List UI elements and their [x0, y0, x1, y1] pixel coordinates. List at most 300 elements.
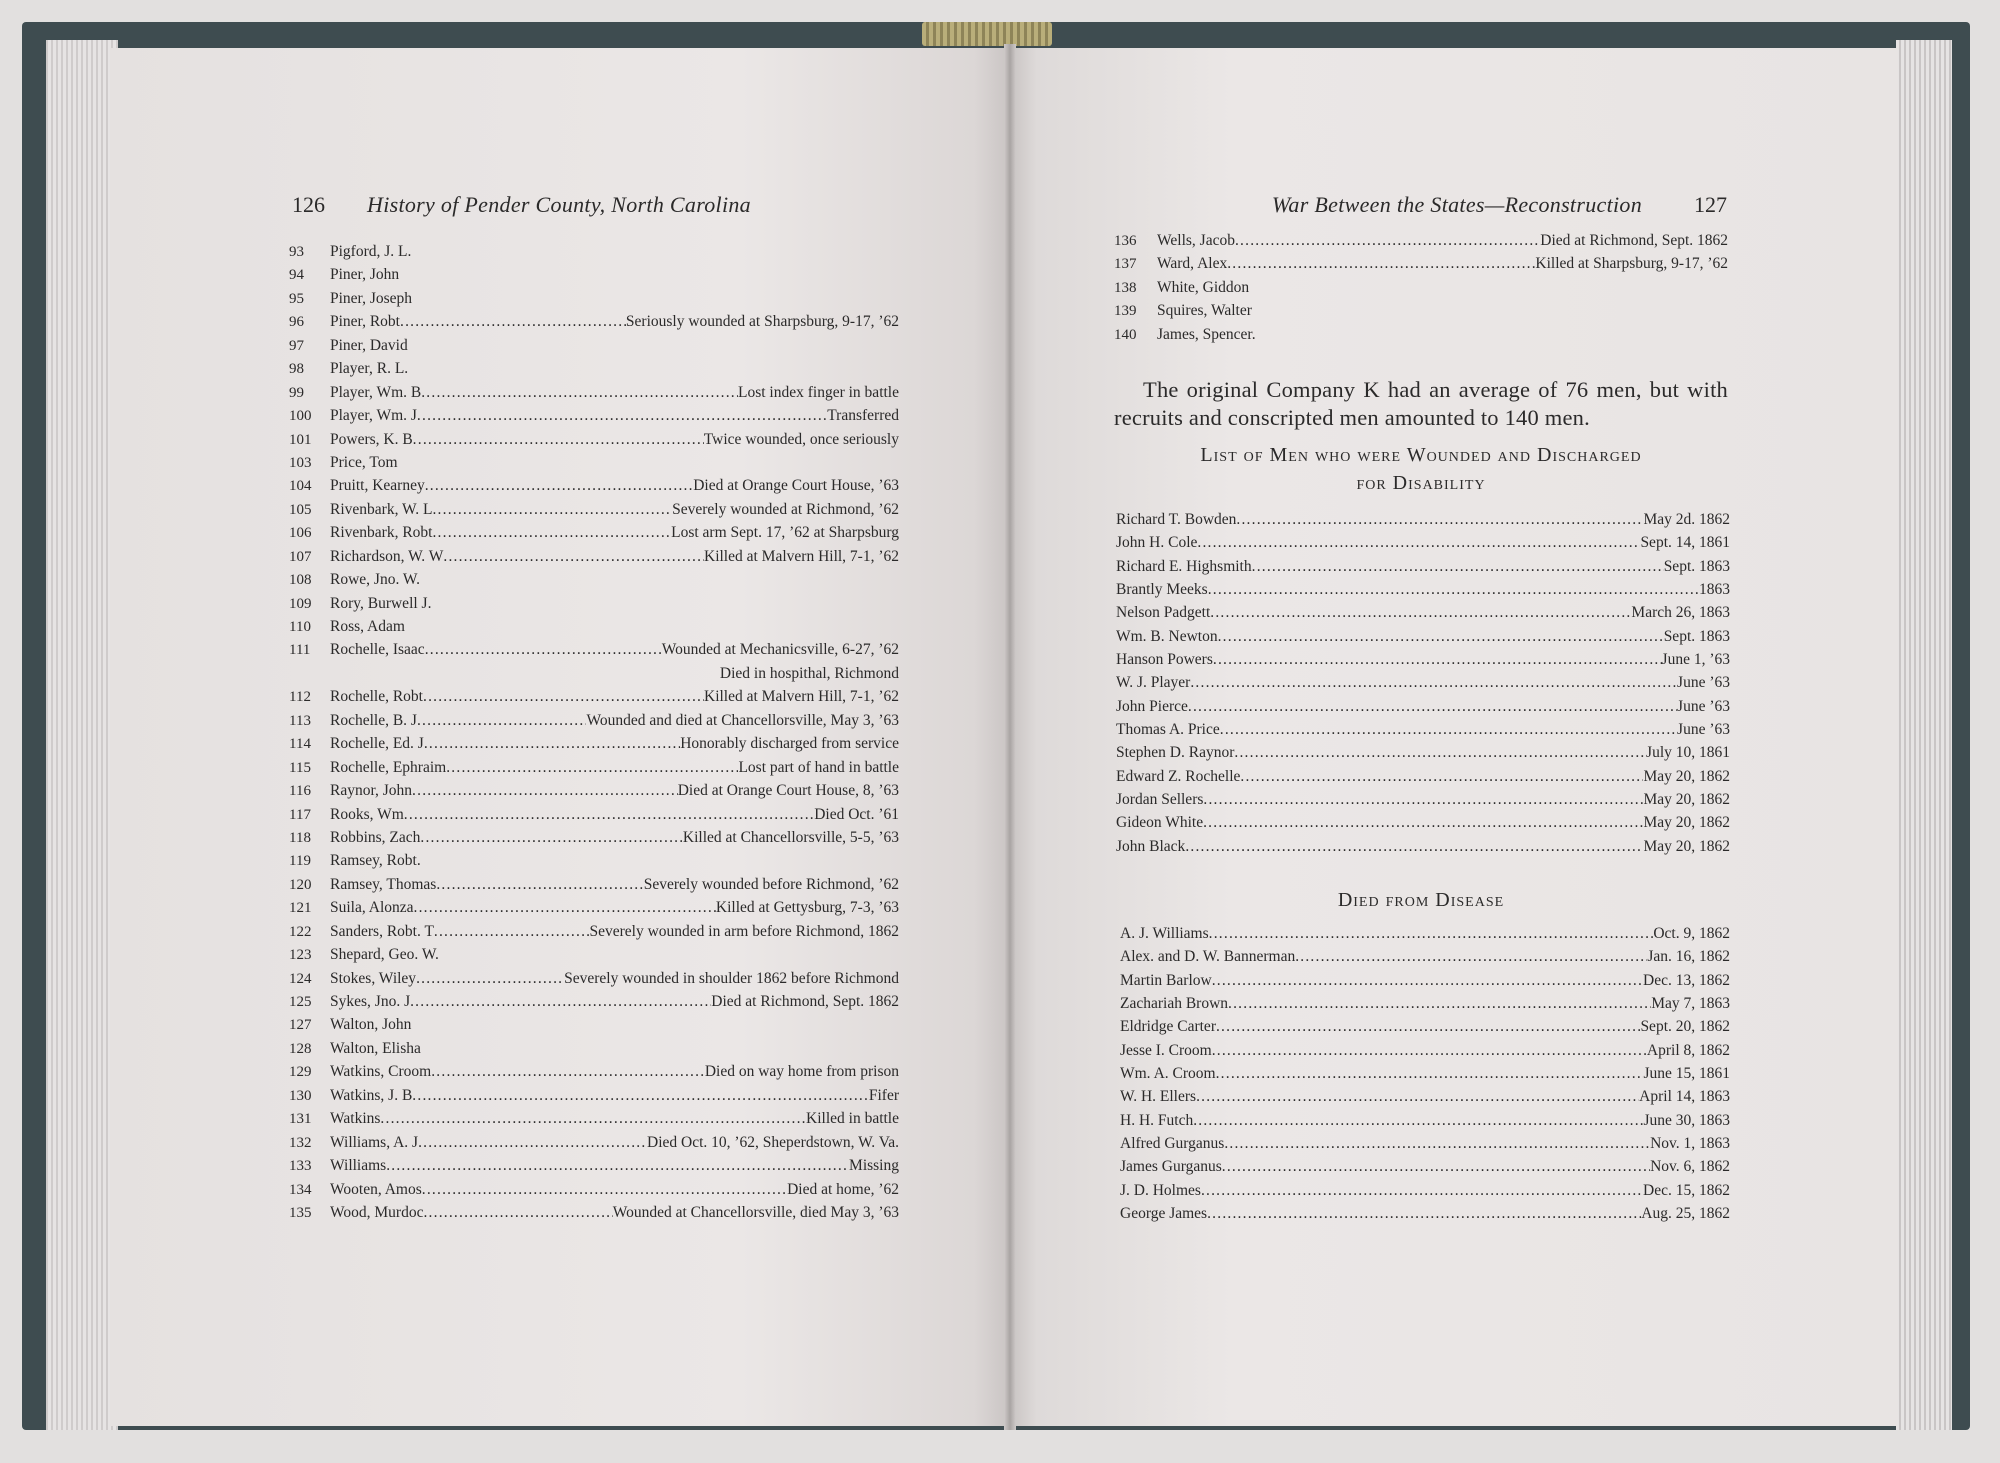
soldier-name: Squires, Walter: [1157, 302, 1252, 320]
book-gutter: [1004, 44, 1016, 1430]
entry-number: 108: [289, 572, 312, 589]
dot-leader: [1252, 555, 1664, 578]
dot-leader: [1210, 601, 1631, 624]
entry-number: 98: [289, 361, 304, 378]
list-item: [1120, 992, 1730, 1015]
entry-number: 122: [289, 923, 312, 940]
list-item: [289, 685, 899, 708]
entry-number: 93: [289, 244, 304, 260]
dot-leader: [418, 1131, 647, 1154]
date: March 26, 1863: [1631, 604, 1730, 622]
list-item: [289, 1060, 899, 1083]
soldier-name: Richard E. Highsmith: [1116, 557, 1252, 575]
service-note: Wounded and died at Chancellorsville, May 3, ’63: [586, 711, 899, 729]
entry-number: 132: [289, 1134, 312, 1151]
service-note: Died at home, ’62: [787, 1180, 899, 1198]
dot-leader: [1188, 695, 1677, 718]
soldier-name: Price, Tom: [330, 453, 398, 471]
list-item: [289, 381, 899, 404]
list-item: [1116, 601, 1730, 624]
dot-leader: [404, 803, 814, 826]
entry-number: 119: [289, 853, 311, 870]
soldier-name: Rooks, Wm: [330, 805, 404, 823]
service-note: Missing: [849, 1157, 899, 1175]
soldier-name: Wm. A. Croom: [1120, 1065, 1216, 1083]
entry-number: 125: [289, 994, 312, 1010]
list-item: [289, 521, 899, 544]
soldier-name: White, Giddon: [1157, 278, 1250, 296]
entry-number: 120: [289, 876, 312, 893]
list-item: [1120, 1062, 1730, 1085]
list-item: [1120, 922, 1730, 945]
soldier-name: Thomas A. Price: [1116, 721, 1220, 739]
list-item: [289, 779, 899, 802]
dot-leader: [1218, 625, 1664, 648]
disease-section-heading: Died from Disease: [1337, 889, 1505, 911]
date: July 10, 1861: [1646, 744, 1730, 762]
date: June 15, 1861: [1643, 1065, 1730, 1083]
list-item: [289, 451, 899, 474]
running-title: History of Pender County, North Carolina: [367, 192, 751, 217]
list-item: [289, 310, 899, 333]
dot-leader: [410, 990, 711, 1013]
soldier-name: John Pierce: [1116, 697, 1188, 715]
service-note: Lost part of hand in battle: [738, 758, 899, 776]
soldier-name: Wood, Murdoc: [330, 1203, 424, 1221]
list-item: [1116, 835, 1730, 858]
list-item: [1114, 276, 1728, 299]
dot-leader: [434, 920, 590, 943]
list-item: [289, 967, 899, 990]
service-note: Lost arm Sept. 17, ’62 at Sharpsburg: [671, 524, 899, 542]
dot-leader: [416, 967, 564, 990]
left-running-head: [292, 190, 902, 220]
entry-number: 112: [289, 689, 311, 706]
right-page-edges: [1896, 40, 1952, 1430]
entry-number: 97: [289, 337, 304, 354]
date: June ’63: [1677, 721, 1730, 739]
list-item: [289, 1037, 899, 1060]
dot-leader: [1228, 992, 1651, 1015]
soldier-name: Watkins, Croom: [330, 1063, 432, 1081]
dot-leader: [1216, 1062, 1644, 1085]
dot-leader: [1216, 1015, 1640, 1038]
heading-line: for Disability: [1356, 472, 1486, 494]
service-note: Died Oct. ’61: [814, 805, 899, 823]
entry-number: 99: [289, 384, 304, 401]
date: May 20, 1862: [1643, 791, 1730, 809]
dot-leader: [1208, 578, 1699, 601]
soldier-name: Watkins, J. B: [330, 1086, 413, 1104]
dot-leader: [425, 474, 694, 497]
list-item: [1116, 578, 1730, 601]
date: May 7, 1863: [1651, 995, 1730, 1013]
entry-number: 140: [1114, 326, 1137, 343]
soldier-name: Player, Wm. J: [330, 407, 417, 425]
service-note: Wounded at Chancellorsville, died May 3, ’63: [612, 1203, 899, 1221]
date: Dec. 13, 1862: [1643, 971, 1730, 989]
service-note: Died in hospithal, Richmond: [719, 664, 899, 682]
soldier-name: Eldridge Carter: [1120, 1018, 1216, 1036]
soldier-name: Robbins, Zach: [330, 828, 421, 846]
date: April 8, 1862: [1646, 1041, 1730, 1059]
soldier-name: Williams: [330, 1157, 387, 1175]
soldier-name: James, Spencer.: [1157, 325, 1256, 343]
list-item: [289, 873, 899, 896]
list-item: [289, 287, 899, 310]
soldier-name: Sykes, Jno. J: [330, 993, 411, 1010]
dot-leader: [1222, 1155, 1650, 1178]
soldier-name: James Gurganus: [1120, 1158, 1222, 1176]
date: May 20, 1862: [1643, 814, 1730, 832]
dot-leader: [386, 1154, 849, 1177]
list-item: [289, 263, 899, 286]
list-item: [289, 498, 899, 521]
date: June 1, ’63: [1661, 651, 1730, 669]
list-item: [289, 826, 899, 849]
list-item: [289, 1084, 899, 1107]
list-item: [289, 849, 899, 872]
list-item: [1114, 252, 1728, 275]
company-summary-paragraph: The original Company K had an average of 76 men, but with recruits and conscripted men amounted to 140 men.: [1114, 376, 1728, 430]
date: Sept. 1863: [1663, 627, 1730, 645]
heading-line: List of Men who were Wounded and Discharged: [1200, 444, 1642, 466]
dot-leader: [432, 521, 671, 544]
page-number: 126: [292, 192, 325, 217]
entry-number: 124: [289, 970, 312, 987]
soldier-name: Walton, John: [330, 1016, 412, 1034]
date: June ’63: [1677, 697, 1730, 715]
date: Oct. 9, 1862: [1653, 925, 1730, 942]
soldier-name: Rowe, Jno. W.: [330, 571, 420, 589]
service-note: Severely wounded in arm before Richmond, 1862: [589, 922, 899, 940]
service-note: Honorably discharged from service: [680, 735, 899, 753]
entry-number: 136: [1114, 233, 1137, 249]
date: May 20, 1862: [1643, 767, 1730, 785]
entry-number: 104: [289, 478, 312, 495]
service-note: Died at Richmond, Sept. 1862: [1540, 232, 1728, 249]
soldier-name: Brantly Meeks: [1116, 581, 1208, 599]
service-note: Severely wounded in shoulder 1862 before Richmond: [564, 969, 899, 987]
dot-leader: [431, 1060, 705, 1083]
left-page-edges: [46, 40, 118, 1430]
service-note: Died at Richmond, Sept. 1862: [711, 993, 899, 1010]
soldier-name: Rivenbark, Robt: [330, 524, 433, 542]
list-item: [289, 732, 899, 755]
soldier-name: Stokes, Wiley: [330, 969, 417, 987]
soldier-name: Williams, A. J: [330, 1133, 419, 1151]
soldier-name: Ross, Adam: [330, 618, 405, 635]
list-item: [289, 920, 899, 943]
dot-leader: [1212, 1039, 1647, 1062]
soldier-name: Rochelle, Isaac: [330, 641, 425, 659]
entry-number: 100: [289, 408, 312, 425]
entry-number: 107: [289, 548, 312, 565]
entry-number: 94: [289, 267, 304, 284]
list-item: [289, 756, 899, 779]
dot-leader: [421, 381, 738, 404]
service-note: Died at Orange Court House, 8, ’63: [677, 782, 899, 800]
entry-number: 128: [289, 1040, 312, 1057]
dot-leader: [1234, 741, 1646, 764]
dot-leader: [1207, 1202, 1641, 1225]
list-item: [289, 638, 899, 661]
dot-leader: [424, 732, 680, 755]
list-item: [289, 592, 899, 615]
soldier-name: Gideon White: [1116, 814, 1204, 832]
soldier-name: Ramsey, Thomas: [330, 875, 437, 893]
dot-leader: [436, 873, 643, 896]
date: Sept. 20, 1862: [1640, 1018, 1730, 1036]
soldier-name: Shepard, Geo. W.: [330, 946, 439, 964]
dot-leader: [1227, 252, 1535, 275]
list-item: [1116, 765, 1730, 788]
soldier-name: Rochelle, Ed. J: [330, 735, 424, 753]
list-item: [1120, 1015, 1730, 1038]
list-item: [1116, 695, 1730, 718]
soldier-name: John H. Cole: [1116, 534, 1198, 552]
entry-number: 118: [289, 829, 311, 846]
soldier-name: W. H. Ellers: [1120, 1088, 1197, 1106]
entry-number: 129: [289, 1064, 312, 1081]
list-item: [289, 428, 899, 451]
dot-leader: [412, 779, 678, 802]
dot-leader: [1190, 671, 1677, 694]
service-note: Severely wounded before Richmond, ’62: [643, 875, 899, 893]
entry-number: 106: [289, 525, 312, 542]
entry-number: 137: [1114, 256, 1137, 273]
soldier-name: Edward Z. Rochelle: [1116, 767, 1241, 785]
date: June 30, 1863: [1643, 1111, 1730, 1129]
dot-leader: [1193, 1109, 1643, 1132]
entry-number: 139: [1114, 303, 1137, 320]
soldier-name: Player, R. L.: [330, 360, 409, 378]
list-item: [289, 990, 899, 1013]
date: Nov. 6, 1862: [1650, 1158, 1730, 1176]
soldier-name: Nelson Padgett: [1116, 604, 1211, 622]
date: May 2d. 1862: [1643, 511, 1730, 528]
soldier-name: Wooten, Amos: [330, 1180, 422, 1198]
soldier-name: Suila, Alonza: [330, 899, 414, 917]
dot-leader: [425, 638, 662, 661]
dot-leader: [1203, 788, 1643, 811]
dot-leader: [420, 826, 683, 849]
dot-leader: [1236, 508, 1643, 531]
entry-number: 101: [289, 431, 312, 448]
list-item: [289, 1201, 899, 1224]
date: Jan. 16, 1862: [1647, 948, 1730, 966]
list-item: [1120, 1202, 1730, 1225]
soldier-name: Hanson Powers: [1116, 651, 1213, 669]
dot-leader: [443, 545, 704, 568]
soldier-name: Alfred Gurganus: [1120, 1135, 1225, 1153]
soldier-name: Richardson, W. W: [330, 547, 444, 565]
soldier-name: Powers, K. B: [330, 430, 413, 448]
service-note: Killed at Malvern Hill, 7-1, ’62: [704, 547, 899, 565]
soldier-name: Alex. and D. W. Bannerman: [1120, 948, 1296, 966]
soldier-name: W. J. Player: [1116, 674, 1191, 692]
list-item: [1116, 788, 1730, 811]
soldier-name: J. D. Holmes: [1120, 1181, 1201, 1199]
soldier-name: John Black: [1116, 837, 1186, 855]
soldier-name: Richard T. Bowden: [1116, 511, 1237, 528]
soldier-name: Wm. B. Newton: [1116, 627, 1218, 645]
dot-leader: [1235, 229, 1540, 252]
dot-leader: [417, 709, 586, 732]
list-item: [1116, 625, 1730, 648]
list-item: [289, 1107, 899, 1130]
soldier-name: Wells, Jacob: [1157, 232, 1235, 249]
entry-number: 111: [289, 642, 311, 659]
list-item: [1116, 648, 1730, 671]
list-item: [289, 357, 899, 380]
dot-leader: [1213, 648, 1662, 671]
dot-leader: [400, 310, 626, 333]
entry-number: 110: [289, 619, 311, 635]
right-running-head: [1205, 190, 1727, 220]
date: 1863: [1699, 581, 1730, 599]
service-note: Died at Orange Court House, ’63: [693, 477, 899, 495]
list-item: [1116, 811, 1730, 834]
list-item: [289, 334, 899, 357]
date: Aug. 25, 1862: [1641, 1205, 1730, 1223]
entry-number: 103: [289, 454, 312, 471]
entry-number: 127: [289, 1017, 312, 1034]
soldier-name: Ramsey, Robt.: [330, 852, 421, 870]
dot-leader: [422, 1178, 787, 1201]
soldier-name: George James: [1120, 1205, 1208, 1223]
dot-leader: [423, 685, 704, 708]
list-item: [289, 545, 899, 568]
service-note: Died Oct. 10, ’62, Sheperdstown, W. Va.: [647, 1133, 899, 1151]
dot-leader: [1197, 531, 1640, 554]
list-item: [1114, 323, 1728, 346]
dot-leader: [1295, 945, 1647, 968]
list-item: [1120, 1085, 1730, 1108]
wounded-discharged-list: [1116, 508, 1730, 858]
soldier-name: Piner, Robt: [330, 313, 400, 331]
entry-number: 95: [289, 290, 304, 307]
list-item: [1120, 1132, 1730, 1155]
list-item: [1116, 718, 1730, 741]
dot-leader: [1240, 765, 1643, 788]
soldier-name: A. J. Williams: [1120, 925, 1209, 942]
date: May 20, 1862: [1643, 837, 1730, 855]
entry-number: 134: [289, 1181, 312, 1198]
company-roster-list-continued: [1114, 229, 1728, 346]
soldier-name: Piner, David: [330, 336, 408, 354]
soldier-name: H. H. Futch: [1120, 1111, 1194, 1129]
service-note: Twice wounded, once seriously: [703, 430, 899, 448]
list-item: [1116, 671, 1730, 694]
dot-leader: [423, 1201, 612, 1224]
list-item: [289, 1131, 899, 1154]
service-note: Killed in battle: [806, 1110, 899, 1128]
soldier-name: Sanders, Robt. T: [330, 922, 434, 940]
date: Sept. 14, 1861: [1640, 534, 1730, 552]
dot-leader: [1209, 922, 1654, 945]
soldier-name: Pruitt, Kearney: [330, 477, 425, 495]
list-item: [1120, 969, 1730, 992]
soldier-name: Rivenbark, W. L: [330, 500, 433, 518]
entry-number: 133: [289, 1158, 312, 1175]
list-item: [289, 943, 899, 966]
date: Nov. 1, 1863: [1650, 1135, 1730, 1153]
entry-number: 105: [289, 501, 312, 518]
soldier-name: Piner, Joseph: [330, 289, 413, 307]
entry-number: 115: [289, 759, 311, 776]
list-item: [289, 240, 899, 263]
list-item: [1114, 299, 1728, 322]
dot-leader: [380, 1107, 806, 1130]
service-note: Killed at Chancellorsville, 5-5, ’63: [682, 828, 899, 846]
service-note: Killed at Gettysburg, 7-3, ’63: [715, 899, 899, 917]
soldier-name: Rochelle, Ephraim: [330, 758, 447, 776]
entry-number: 114: [289, 736, 311, 753]
binding-thread: [922, 22, 1052, 46]
entry-number: 131: [289, 1111, 312, 1128]
soldier-name: Jesse I. Croom: [1120, 1041, 1212, 1059]
list-item: [1116, 741, 1730, 764]
wounded-section-heading: [1114, 441, 1728, 497]
running-title: War Between the States—Reconstruction: [1271, 192, 1642, 217]
entry-number: 117: [289, 806, 311, 823]
page-number: 127: [1694, 192, 1727, 217]
service-note: Wounded at Mechanicsville, 6-27, ’62: [661, 641, 899, 659]
dot-leader: [1196, 1085, 1639, 1108]
dot-leader: [1224, 1132, 1650, 1155]
dot-leader: [1203, 811, 1643, 834]
list-item: [1120, 1109, 1730, 1132]
entry-number: 123: [289, 947, 312, 964]
list-item: [1120, 945, 1730, 968]
dot-leader: [417, 404, 827, 427]
list-item: [1116, 531, 1730, 554]
soldier-name: Watkins: [330, 1110, 381, 1128]
entry-number: 135: [289, 1204, 312, 1221]
soldier-name: Player, Wm. B: [330, 383, 422, 401]
entry-number: 109: [289, 595, 312, 612]
soldier-name: Rory, Burwell J.: [330, 594, 432, 612]
list-item: [1114, 229, 1728, 252]
list-item: [289, 709, 899, 732]
date: Dec. 15, 1862: [1643, 1181, 1730, 1199]
date: April 14, 1863: [1639, 1088, 1730, 1106]
list-item: [289, 896, 899, 919]
died-from-disease-list: [1120, 922, 1730, 1225]
service-note: Transferred: [827, 407, 899, 425]
list-item: [1120, 1039, 1730, 1062]
dot-leader: [1212, 969, 1643, 992]
dot-leader: [1220, 718, 1677, 741]
list-item: [1120, 1155, 1730, 1178]
entry-number: 138: [1114, 279, 1137, 296]
soldier-name: Martin Barlow: [1120, 971, 1212, 989]
entry-number: 113: [289, 712, 311, 729]
list-item: [289, 615, 899, 638]
service-note: Killed at Sharpsburg, 9-17, ’62: [1535, 255, 1728, 273]
soldier-name: Rochelle, B. J: [330, 711, 417, 729]
date: Sept. 1863: [1663, 557, 1730, 575]
list-item: [1116, 555, 1730, 578]
soldier-name: Raynor, John: [330, 782, 413, 800]
list-item: [1120, 1179, 1730, 1202]
service-note: Lost index finger in battle: [738, 383, 899, 401]
list-item: [289, 803, 899, 826]
dot-leader: [1201, 1179, 1643, 1202]
list-item: [289, 662, 899, 685]
service-note: Seriously wounded at Sharpsburg, 9-17, ’62: [625, 313, 899, 331]
